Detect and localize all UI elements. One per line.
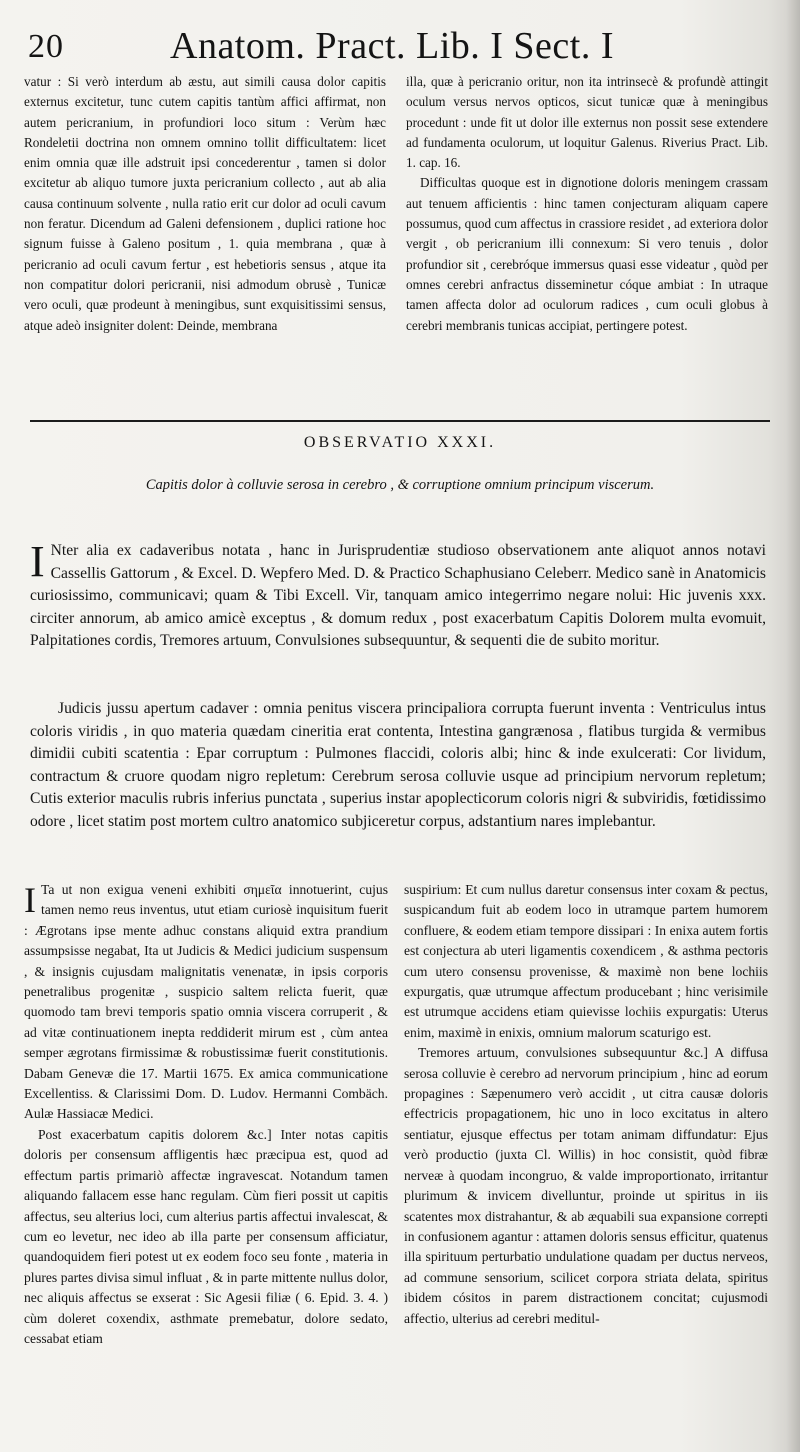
top-left-column xyxy=(24,72,386,402)
observation-paragraph-2 xyxy=(30,698,766,876)
top-text-columns xyxy=(24,72,768,402)
section-divider xyxy=(30,420,770,422)
bottom-left-paragraph-2: Post exacerbatum capitis dolorem &c.] Inter notas capitis doloris per consensum affligentis hæc præcipua est, quod ad effectum partis primariò affectæ ingravescat. Notandum tamen aliquando fallacem esse hanc regulam. Cùm fieri possit ut capitis affectus, seu alterius loci, cum alterius partis affectui invalescat, & cum eo levetur, nec ideo ab illa parte per consensum afficiatur, quandoquidem fieri potest ut ex eodem foco seu fonte , materia in plures partes divisa simul influat , & in parte mittente nullus dolor, nec aliquis affectus se exserat : Sic Agesii filiæ ( 6. Epid. 3. 4. ) cùm doleret coxendix, asthmate premebatur, dolore sedato, cessabat etiam xyxy=(24,1126,388,1346)
bottom-right-paragraph-2: Tremores artuum, convulsiones subsequuntur &c.] A diffusa serosa colluvie è cerebro ad nervorum principium , hinc ad eorum propagines : Sæpenumero verò accidit , ut citra causæ doloris effectricis propagationem, hic uno in loco excitatus in altero sentiatur, ejusque effectus per totam animam diffundatur: Ejus verò productio (juxta Cl. Willis) in hoc consistit, quòd fibræ nerveæ à quodam incongruo, & valde improportionato, irritantur plurimum & invicem divelluntur, proinde ut spiritus in iis scatentes mox distrahantur, & ab æquabili sua expansione correpti in confusionem agantur : attamen doloris sensus efficitur, quatenus illa spirituum perturbatio undulatione quadam per ductus nerveos, ad commune sensorium, scilicet corpora striata delata, spiritus ibidem cósitos in parem distractionem concitat; cujusmodi affectio, ulterius ad cerebri meditul- xyxy=(404,1045,768,1326)
top-right-column xyxy=(406,72,768,402)
bottom-text-columns xyxy=(24,880,768,1440)
page-edge-shadow xyxy=(786,0,800,1452)
bottom-drop-cap: I xyxy=(24,880,36,920)
bottom-right-column xyxy=(404,880,768,1440)
top-right-paragraph-1: illa, quæ à pericranio oritur, non ita intrinsecè & profundè attingit oculum versus nervos opticos, sicut tunicæ quæ à meningibus procedunt : unde fit ut dolor ille externus non possit sese extendere ad fundamenta oculorum, ut loquitur Galenus. Riverius Pract. Lib. 1. cap. 16. xyxy=(406,74,768,171)
observation-paragraph-1 xyxy=(30,540,766,692)
paragraph-1-text: Nter alia ex cadaveribus notata , hanc in Jurisprudentiæ studioso observationem ante aliquot annos notavi Cassellis Gattorum , & Excel. D. Wepfero Med. D. & Practico Schaphusiano Celeberr. Medico sanè in Anatomicis curiosissimo, communicavi; quam & Tibi Excell. Vir, tanquam amico integerrimo negare nolui: Hic juvenis xxx. circiter annorum, ab amico amicè exceptus , & domum redux , post exacerbatum Capitis Dolorem multa evomuit, Palpitationes cordis, Tremores artuum, Convulsiones subsequuntur, & sequenti die de subito moritur. xyxy=(30,542,766,650)
page-number: 20 xyxy=(28,28,64,65)
drop-cap-initial: I xyxy=(30,540,45,586)
bottom-left-column xyxy=(24,880,388,1440)
paragraph-2-text: Judicis jussu apertum cadaver : omnia penitus viscera principaliora corrupta fuerunt inventa : Ventriculus intus coloris viridis , in quo materia quædam cineritia erat contenta, Intestina gangrænosa , flatibus turgida & vermibus dimidii cubiti scatentia : Epar corruptum : Pulmones flaccidi, coloris albi; hinc & inde exulcerati: Cor lividum, contractum & cruore quodam nigro repletum: Cerebrum serosa colluvie usque ad principium nervorum repletum; Cutis exterior maculis rubris inferius punctata , superius instar apoplecticorum coloris nigri & subviridis, fœtidissimo odore , licet statim post mortem cultro anatomico subjiceretur corpus, adstantium nares implebantur. xyxy=(30,700,766,830)
top-left-paragraph: vatur : Si verò interdum ab æstu, aut simili causa dolor capitis externus excitetur, tunc cutem capitis tantùm affici affirmat, non autem pericranium, in profundiori loco situm : Verùm hæc Rondeletii doctrina non omnem omnino tollit difficultatem: licet enim omnia quæ ille adstruit ipsi concederentur , tamen si dolor excitetur ab aliquo tumore juxta pericranium collecto , aut ab alia causa continuum solvente , nulla ratio erit cur dolor ad oculi cavum non feratur. Dicendum ad Galeni defensionem , duplici ratione hoc signum fuisse à Galeno positum , 1. quia membrana , quæ à pericranio ad oculi cavum fertur , est hebetioris sensus , atque ita non compatitur dolori pericranii, nisi admodum obrusè , Tunicæ vero oculi, quæ prodeunt à meningibus, sunt exquisitissimi sensus, atque adeò insigniter dolent: Deinde, membrana xyxy=(24,74,386,333)
observation-title: OBSERVATIO XXXI. xyxy=(303,434,497,451)
bottom-left-paragraph-1-text: Ta ut non exigua veneni exhibiti σημεῖα innotuerint, cujus tamen nemo reus inventus, utut etiam curiosè inquisitum fuerit : Ægrotans ipse mente adhuc constans aliquid extra prandium assumpsisse negabat, Ita ut Judicis & Medici judicium suspensum , & insignis cujusdam malignitatis venenatæ, in ipsis corporis penetralibus progenitæ , suspicio saltem relicta fuerit, quæ quomodo tam brevi temporis spatio omnia viscera corruperit , & ad vitæ continuationem inepta reddiderit mirum est , cùm antea semper ægrotans firmissimæ & robustissimæ fuerit constitutionis. Dabam Genevæ die 17. Martii 1675. Ex amica communicatione Excellentiss. & Clarissimi Dom. D. Ludov. Hermanni Combäch. Aulæ Hassiacæ Medici. xyxy=(24,882,388,1122)
page-header xyxy=(20,22,790,72)
top-right-paragraph-2: Difficultas quoque est in dignotione doloris meningem crassam aut tenuem afficientis : hinc tamen conjecturam aliquam capere possumus, quod cum affectus in crassiore residet , ad exteriora dolor vergit , ob pericranium illi connexum: Si vero tenuis , dolor profundior sit , cerebróque immersus quasi esse videatur , quòd per omnes cerebri anfractus disseminetur cóque ambiat : In utraque tamen affecta dolor ad oculorum radices , cum oculi globus à cerebri membranis tunicas accipiat, pertingere potest. xyxy=(406,175,768,333)
bottom-right-paragraph-1: suspirium: Et cum nullus daretur consensus inter coxam & pectus, suspicandum fuit ab eodem loco in utramque partem humorem confluere, & eodem etiam tempore dissipari : In enixa autem fortis est conjectura ab uteri ligamentis coxendicem , & asthma pectoris cum utero consensu provenisse, & maximè non bene lochiis expurgatis, quæ utrumque affectum producebant ; hinc verisimile est utrumque accidens etiam quievisse lochiis expurgatis: Uterus enim, maximè in enixis, omnium malorum scaturigo est. xyxy=(404,882,768,1040)
running-title: Anatom. Pract. Lib. I Sect. I xyxy=(170,25,615,67)
bottom-left-paragraph-1 xyxy=(24,880,388,1125)
observation-subtitle: Capitis dolor à colluvie serosa in cerebro , & corruptione omnium principum viscerum. xyxy=(145,477,655,493)
